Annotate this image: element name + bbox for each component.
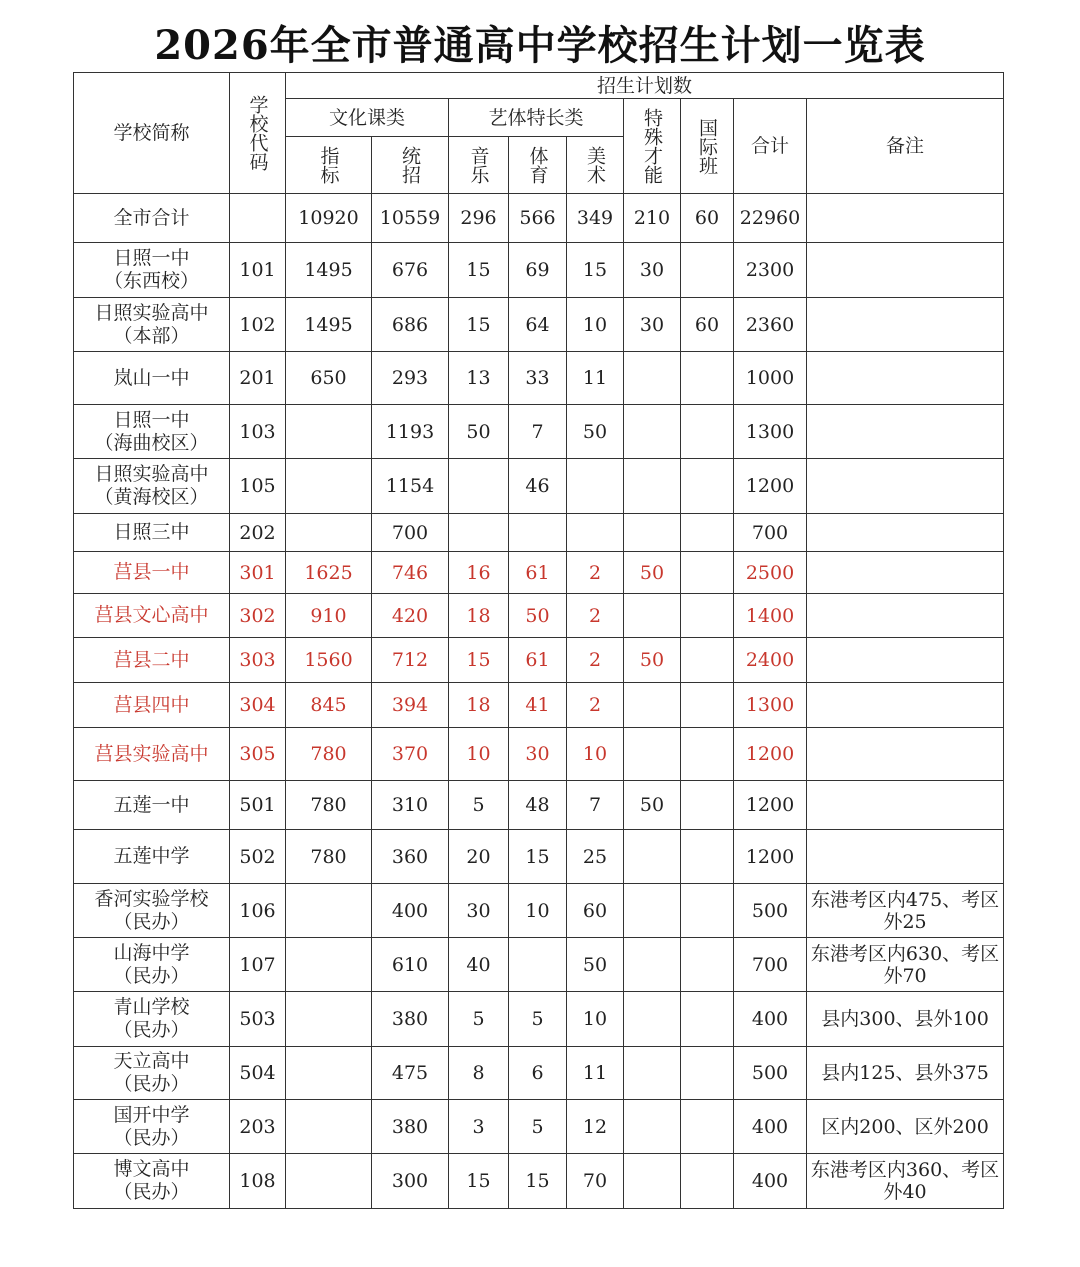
art-cell: 349: [567, 194, 624, 243]
table-row: [74, 298, 1004, 352]
international-cell: [681, 830, 734, 884]
header-unified: 统招: [372, 137, 449, 194]
school-name: 莒县文心高中: [94, 604, 209, 626]
art-cell: 2: [567, 638, 624, 683]
unified-cell: 700: [372, 514, 449, 552]
total-cell: 400: [734, 1154, 807, 1209]
international-cell: [681, 594, 734, 638]
special-cell: [624, 884, 681, 938]
special-cell: [624, 938, 681, 992]
school-name-note: （本部）: [113, 324, 190, 347]
art-cell: 12: [567, 1100, 624, 1154]
music-cell: 40: [449, 938, 509, 992]
art-cell: 10: [567, 728, 624, 781]
code-cell: 503: [230, 992, 286, 1047]
code-cell: 501: [230, 781, 286, 830]
art-cell: 11: [567, 1047, 624, 1100]
school-name: 莒县四中: [113, 693, 190, 716]
header-school-name: 学校简称: [74, 73, 230, 194]
sports-cell: 61: [509, 638, 567, 683]
sports-cell: 46: [509, 459, 567, 514]
remark-cell: [807, 552, 1004, 594]
enrollment-plan-table: [73, 72, 1004, 1209]
special-cell: 50: [624, 552, 681, 594]
music-cell: 15: [449, 1154, 509, 1209]
code-cell: 302: [230, 594, 286, 638]
unified-cell: 676: [372, 243, 449, 298]
table-row: [74, 1047, 1004, 1100]
school-name-note: （民办）: [113, 1181, 190, 1203]
art-cell: 15: [567, 243, 624, 298]
header-fine-arts: 美术: [567, 137, 624, 194]
school-name-cell: [74, 728, 230, 781]
remark-cell: [807, 638, 1004, 683]
international-cell: [681, 514, 734, 552]
school-name-note: （黄海校区）: [94, 486, 209, 508]
code-cell: 303: [230, 638, 286, 683]
code-cell: 504: [230, 1047, 286, 1100]
remark-cell: [807, 459, 1004, 514]
special-cell: [624, 830, 681, 884]
header-arts-group: 艺体特长类: [449, 99, 624, 137]
school-name-cell: [74, 1154, 230, 1209]
special-cell: [624, 728, 681, 781]
art-cell: 10: [567, 992, 624, 1047]
special-cell: [624, 352, 681, 405]
music-cell: 10: [449, 728, 509, 781]
art-cell: 11: [567, 352, 624, 405]
special-cell: [624, 405, 681, 459]
international-cell: [681, 1100, 734, 1154]
sports-cell: 5: [509, 1100, 567, 1154]
special-cell: [624, 683, 681, 728]
art-cell: 50: [567, 938, 624, 992]
quota-cell: [286, 1047, 372, 1100]
code-cell: 203: [230, 1100, 286, 1154]
table-row: [74, 1100, 1004, 1154]
music-cell: 20: [449, 830, 509, 884]
international-cell: [681, 405, 734, 459]
table-row: [74, 459, 1004, 514]
quota-cell: 650: [286, 352, 372, 405]
school-name-cell: [74, 781, 230, 830]
international-cell: [681, 938, 734, 992]
music-cell: 3: [449, 1100, 509, 1154]
quota-cell: [286, 405, 372, 459]
music-cell: [449, 459, 509, 514]
remark-cell: [807, 683, 1004, 728]
sports-cell: 50: [509, 594, 567, 638]
total-cell: 400: [734, 992, 807, 1047]
sports-cell: 30: [509, 728, 567, 781]
code-cell: 103: [230, 405, 286, 459]
sports-cell: 566: [509, 194, 567, 243]
remark-cell: [807, 514, 1004, 552]
school-name-cell: [74, 594, 230, 638]
music-cell: 8: [449, 1047, 509, 1100]
quota-cell: 780: [286, 781, 372, 830]
unified-cell: 380: [372, 992, 449, 1047]
header-culture-group: 文化课类: [286, 99, 449, 137]
school-name: 日照一中: [113, 408, 190, 431]
international-cell: [681, 683, 734, 728]
music-cell: [449, 514, 509, 552]
special-cell: [624, 459, 681, 514]
school-name-cell: [74, 938, 230, 992]
total-cell: 22960: [734, 194, 807, 243]
school-name: 莒县实验高中: [94, 742, 209, 765]
school-name-cell: [74, 194, 230, 243]
quota-cell: 1495: [286, 298, 372, 352]
unified-cell: 1154: [372, 459, 449, 514]
quota-cell: [286, 1154, 372, 1209]
unified-cell: 293: [372, 352, 449, 405]
art-cell: [567, 514, 624, 552]
music-cell: 13: [449, 352, 509, 405]
music-cell: 18: [449, 594, 509, 638]
school-name-cell: [74, 992, 230, 1047]
school-name-cell: [74, 683, 230, 728]
table-row: [74, 884, 1004, 938]
international-cell: [681, 1047, 734, 1100]
table-row: [74, 938, 1004, 992]
school-name: 日照实验高中: [94, 301, 209, 324]
total-cell: 1400: [734, 594, 807, 638]
remark-cell: [807, 405, 1004, 459]
sports-cell: 15: [509, 830, 567, 884]
sports-cell: 64: [509, 298, 567, 352]
unified-cell: 475: [372, 1047, 449, 1100]
unified-cell: 394: [372, 683, 449, 728]
school-name-cell: [74, 1047, 230, 1100]
school-name-cell: [74, 1100, 230, 1154]
sports-cell: 15: [509, 1154, 567, 1209]
table-row: [74, 594, 1004, 638]
table-row: [74, 992, 1004, 1047]
school-name-cell: [74, 459, 230, 514]
music-cell: 16: [449, 552, 509, 594]
school-name: 莒县一中: [113, 561, 190, 583]
sports-cell: 61: [509, 552, 567, 594]
school-name: 博文高中: [113, 1158, 190, 1180]
quota-cell: 1625: [286, 552, 372, 594]
school-name: 岚山一中: [113, 366, 190, 389]
total-cell: 500: [734, 884, 807, 938]
table-row: [74, 352, 1004, 405]
school-name: 国开中学: [113, 1103, 190, 1126]
school-name-note: （东西校）: [103, 270, 199, 292]
total-cell: 1300: [734, 683, 807, 728]
unified-cell: 686: [372, 298, 449, 352]
total-cell: 1200: [734, 830, 807, 884]
quota-cell: [286, 884, 372, 938]
code-cell: 305: [230, 728, 286, 781]
remark-cell: [807, 594, 1004, 638]
school-name: 日照实验高中: [94, 463, 209, 485]
remark-cell: 东港考区内475、考区外25: [807, 884, 1004, 938]
quota-cell: 910: [286, 594, 372, 638]
art-cell: 2: [567, 552, 624, 594]
header-music: 音乐: [449, 137, 509, 194]
total-cell: 1200: [734, 781, 807, 830]
sports-cell: 7: [509, 405, 567, 459]
international-cell: [681, 728, 734, 781]
school-name: 五莲中学: [113, 845, 190, 867]
art-cell: 7: [567, 781, 624, 830]
sports-cell: [509, 514, 567, 552]
art-cell: 60: [567, 884, 624, 938]
school-name-cell: [74, 514, 230, 552]
unified-cell: 360: [372, 830, 449, 884]
unified-cell: 300: [372, 1154, 449, 1209]
total-cell: 2400: [734, 638, 807, 683]
sports-cell: 48: [509, 781, 567, 830]
code-cell: 106: [230, 884, 286, 938]
special-cell: [624, 594, 681, 638]
quota-cell: 780: [286, 728, 372, 781]
table-row: [74, 830, 1004, 884]
total-cell: 700: [734, 514, 807, 552]
music-cell: 5: [449, 781, 509, 830]
school-name-note: （民办）: [113, 1019, 190, 1041]
unified-cell: 10559: [372, 194, 449, 243]
international-cell: [681, 243, 734, 298]
international-cell: [681, 884, 734, 938]
unified-cell: 310: [372, 781, 449, 830]
table-row: [74, 728, 1004, 781]
music-cell: 15: [449, 243, 509, 298]
quota-cell: [286, 992, 372, 1047]
remark-cell: 县内125、县外375: [807, 1047, 1004, 1100]
header-total: 合计: [734, 99, 807, 194]
school-name-cell: [74, 638, 230, 683]
table-row: [74, 552, 1004, 594]
code-cell: 105: [230, 459, 286, 514]
total-cell: 400: [734, 1100, 807, 1154]
special-cell: [624, 514, 681, 552]
unified-cell: 420: [372, 594, 449, 638]
music-cell: 296: [449, 194, 509, 243]
art-cell: 50: [567, 405, 624, 459]
school-name-note: （民办）: [113, 1073, 190, 1095]
international-cell: [681, 459, 734, 514]
school-name: 日照一中: [113, 247, 190, 269]
international-cell: 60: [681, 298, 734, 352]
sports-cell: 6: [509, 1047, 567, 1100]
code-cell: 102: [230, 298, 286, 352]
music-cell: 30: [449, 884, 509, 938]
special-cell: 30: [624, 243, 681, 298]
table-row: [74, 405, 1004, 459]
total-cell: 1200: [734, 728, 807, 781]
school-name-cell: [74, 405, 230, 459]
remark-cell: [807, 830, 1004, 884]
header-quota: 指标: [286, 137, 372, 194]
school-name-note: （民办）: [113, 910, 190, 933]
international-cell: 60: [681, 194, 734, 243]
sports-cell: 69: [509, 243, 567, 298]
total-cell: 1200: [734, 459, 807, 514]
code-cell: 502: [230, 830, 286, 884]
remark-cell: [807, 298, 1004, 352]
school-name-note: （民办）: [113, 1126, 190, 1149]
sports-cell: [509, 938, 567, 992]
total-cell: 1300: [734, 405, 807, 459]
school-name: 全市合计: [113, 206, 190, 229]
sports-cell: 5: [509, 992, 567, 1047]
music-cell: 15: [449, 298, 509, 352]
art-cell: 2: [567, 594, 624, 638]
school-name: 日照三中: [113, 521, 190, 543]
school-name-cell: [74, 352, 230, 405]
quota-cell: 780: [286, 830, 372, 884]
total-cell: 500: [734, 1047, 807, 1100]
music-cell: 5: [449, 992, 509, 1047]
table-row: [74, 781, 1004, 830]
table-row: [74, 514, 1004, 552]
remark-cell: 县内300、县外100: [807, 992, 1004, 1047]
remark-cell: 东港考区内630、考区外70: [807, 938, 1004, 992]
quota-cell: 10920: [286, 194, 372, 243]
special-cell: [624, 1047, 681, 1100]
header-special: 特殊才能: [624, 99, 681, 194]
art-cell: [567, 459, 624, 514]
art-cell: 10: [567, 298, 624, 352]
international-cell: [681, 1154, 734, 1209]
quota-cell: 1495: [286, 243, 372, 298]
unified-cell: 746: [372, 552, 449, 594]
quota-cell: 1560: [286, 638, 372, 683]
remark-cell: 区内200、区外200: [807, 1100, 1004, 1154]
special-cell: [624, 1154, 681, 1209]
header-school-code: 学校代码: [230, 73, 286, 194]
international-cell: [681, 638, 734, 683]
international-cell: [681, 552, 734, 594]
unified-cell: 1193: [372, 405, 449, 459]
total-cell: 2300: [734, 243, 807, 298]
sports-cell: 33: [509, 352, 567, 405]
school-name-note: （民办）: [113, 964, 190, 987]
unified-cell: 380: [372, 1100, 449, 1154]
special-cell: 50: [624, 781, 681, 830]
quota-cell: [286, 1100, 372, 1154]
unified-cell: 370: [372, 728, 449, 781]
remark-cell: [807, 194, 1004, 243]
school-name: 莒县二中: [113, 648, 190, 671]
header-sports: 体育: [509, 137, 567, 194]
unified-cell: 400: [372, 884, 449, 938]
special-cell: [624, 1100, 681, 1154]
code-cell: 108: [230, 1154, 286, 1209]
school-name: 青山学校: [113, 996, 190, 1018]
school-name-cell: [74, 884, 230, 938]
international-cell: [681, 352, 734, 405]
total-cell: 2360: [734, 298, 807, 352]
code-cell: 101: [230, 243, 286, 298]
unified-cell: 610: [372, 938, 449, 992]
special-cell: 30: [624, 298, 681, 352]
table-row: [74, 638, 1004, 683]
art-cell: 70: [567, 1154, 624, 1209]
remark-cell: [807, 243, 1004, 298]
sports-cell: 10: [509, 884, 567, 938]
school-name: 香河实验学校: [94, 887, 209, 910]
total-cell: 2500: [734, 552, 807, 594]
special-cell: 50: [624, 638, 681, 683]
remark-cell: 东港考区内360、考区外40: [807, 1154, 1004, 1209]
header-remark: 备注: [807, 99, 1004, 194]
code-cell: [230, 194, 286, 243]
code-cell: 301: [230, 552, 286, 594]
school-name-cell: [74, 243, 230, 298]
header-plan-group: 招生计划数: [286, 73, 1004, 99]
music-cell: 15: [449, 638, 509, 683]
unified-cell: 712: [372, 638, 449, 683]
school-name: 山海中学: [113, 941, 190, 964]
music-cell: 18: [449, 683, 509, 728]
quota-cell: 845: [286, 683, 372, 728]
quota-cell: [286, 938, 372, 992]
school-name-cell: [74, 552, 230, 594]
header-international: 国际班: [681, 99, 734, 194]
school-name-note: （海曲校区）: [94, 431, 209, 454]
table-row: [74, 243, 1004, 298]
sports-cell: 41: [509, 683, 567, 728]
special-cell: [624, 992, 681, 1047]
code-cell: 202: [230, 514, 286, 552]
table-row: [74, 683, 1004, 728]
table-row: [74, 1154, 1004, 1209]
international-cell: [681, 992, 734, 1047]
school-name-cell: [74, 298, 230, 352]
special-cell: 210: [624, 194, 681, 243]
table-row: [74, 194, 1004, 243]
remark-cell: [807, 352, 1004, 405]
code-cell: 304: [230, 683, 286, 728]
quota-cell: [286, 459, 372, 514]
school-name: 五莲一中: [113, 793, 190, 816]
total-cell: 700: [734, 938, 807, 992]
quota-cell: [286, 514, 372, 552]
international-cell: [681, 781, 734, 830]
remark-cell: [807, 728, 1004, 781]
code-cell: 107: [230, 938, 286, 992]
total-cell: 1000: [734, 352, 807, 405]
page-title: 2026年全市普通高中学校招生计划一览表: [154, 22, 926, 69]
code-cell: 201: [230, 352, 286, 405]
art-cell: 2: [567, 683, 624, 728]
school-name-cell: [74, 830, 230, 884]
art-cell: 25: [567, 830, 624, 884]
remark-cell: [807, 781, 1004, 830]
school-name: 天立高中: [113, 1050, 190, 1072]
music-cell: 50: [449, 405, 509, 459]
